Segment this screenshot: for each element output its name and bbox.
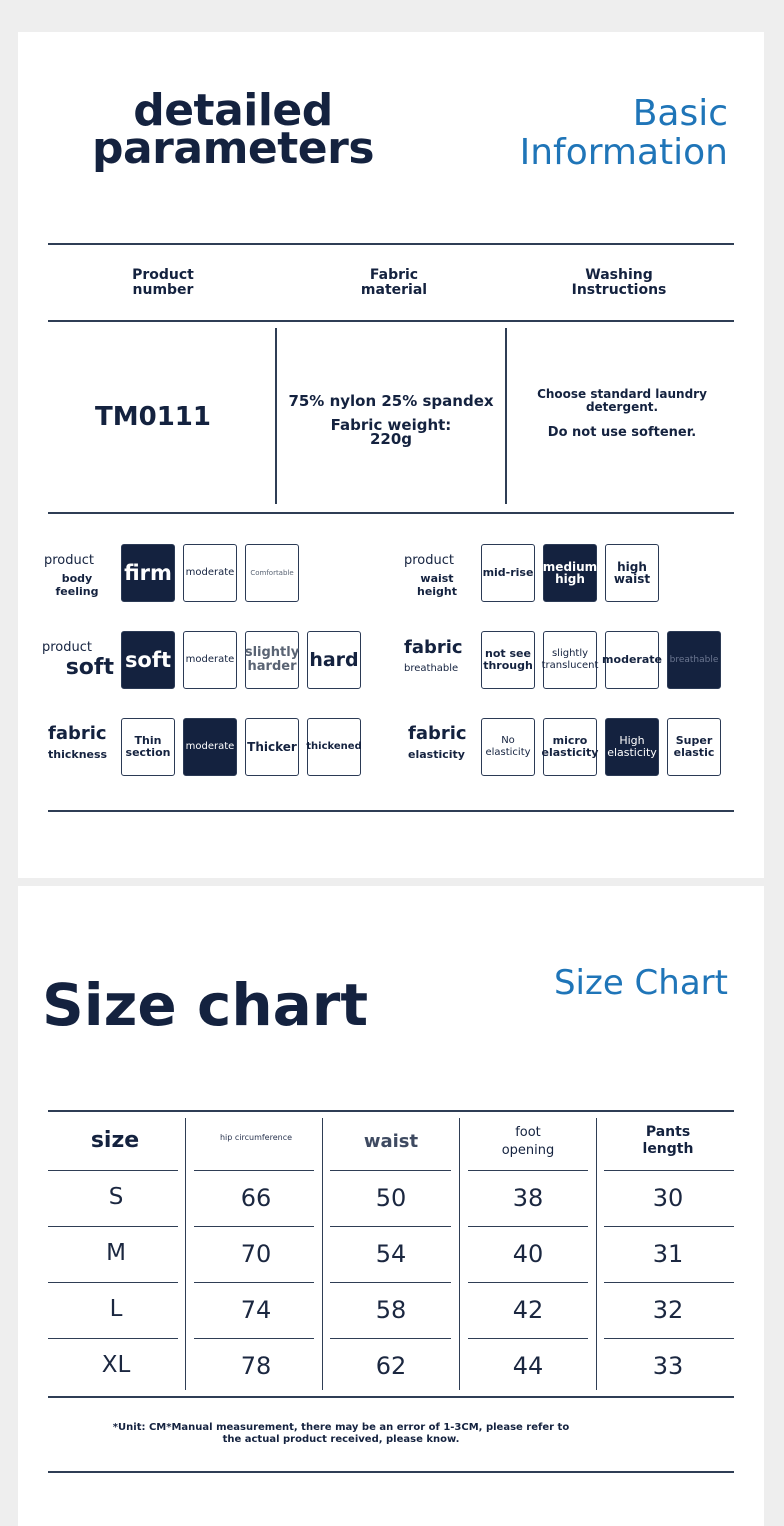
row-separator bbox=[468, 1282, 588, 1283]
attr-label: waist bbox=[420, 572, 454, 585]
option-firm: firm bbox=[121, 544, 175, 602]
parameters-card bbox=[18, 32, 764, 878]
measurement-cell: 31 bbox=[652, 1240, 684, 1268]
note-line: *Unit: CM*Manual measurement, there may be an error of 1-3CM, please refer to bbox=[112, 1422, 570, 1433]
attr-label: fabric bbox=[408, 723, 467, 744]
column-divider bbox=[275, 328, 277, 504]
measurement-cell: 30 bbox=[652, 1184, 684, 1212]
option-thin-section: Thin section bbox=[121, 718, 175, 776]
column-divider bbox=[596, 1118, 597, 1390]
row-separator bbox=[48, 1282, 178, 1283]
option-hard: hard bbox=[307, 631, 361, 689]
measurement-cell: 42 bbox=[512, 1296, 544, 1324]
header-text: Product bbox=[132, 267, 194, 283]
attr-label: elasticity bbox=[408, 748, 465, 761]
measurement-cell: 32 bbox=[652, 1296, 684, 1324]
subtitle-line-2: Information bbox=[519, 132, 728, 173]
fabric-composition: 75% nylon 25% spandex bbox=[288, 392, 494, 410]
attr-label: breathable bbox=[404, 663, 459, 674]
attr-label: product bbox=[404, 553, 455, 568]
divider bbox=[48, 243, 734, 245]
option-not-see-through: not see through bbox=[481, 631, 535, 689]
basic-info-subtitle bbox=[468, 94, 728, 172]
attr-label: product bbox=[44, 553, 95, 568]
measurement-note bbox=[58, 1422, 624, 1446]
header-text: material bbox=[360, 282, 428, 298]
option-mid-rise: mid-rise bbox=[481, 544, 535, 602]
size-label-cell: M bbox=[106, 1240, 126, 1266]
subtitle-line-1: Basic bbox=[632, 93, 728, 134]
note-line: the actual product received, please know. bbox=[222, 1434, 460, 1445]
column-divider bbox=[322, 1118, 323, 1390]
attr-label-body-feeling bbox=[44, 554, 110, 598]
attr-label: fabric bbox=[48, 723, 107, 744]
size-chart-title: Size chart bbox=[42, 971, 369, 1039]
option-high-elasticity: High elasticity bbox=[605, 718, 659, 776]
header-text: Washing bbox=[585, 267, 653, 283]
attr-label-waist-height bbox=[404, 554, 470, 598]
row-separator bbox=[194, 1338, 314, 1339]
option-soft: soft bbox=[121, 631, 175, 689]
row-separator bbox=[330, 1226, 451, 1227]
table-bottom-border bbox=[48, 1396, 734, 1398]
washing-instructions bbox=[510, 388, 734, 439]
option-super-elastic: Super elastic bbox=[667, 718, 721, 776]
measurement-cell: 40 bbox=[512, 1240, 544, 1268]
column-divider bbox=[185, 1118, 186, 1390]
attr-label-breathable bbox=[404, 638, 476, 675]
row-separator bbox=[48, 1338, 178, 1339]
row-separator bbox=[468, 1170, 588, 1171]
page-title bbox=[88, 85, 378, 174]
washing-line: Do not use softener. bbox=[547, 425, 697, 440]
row-separator bbox=[330, 1170, 451, 1171]
measurement-cell: 58 bbox=[375, 1296, 407, 1324]
option-moderate: moderate bbox=[183, 544, 237, 602]
size-label-cell: S bbox=[108, 1184, 124, 1210]
measurement-cell: 74 bbox=[240, 1296, 272, 1324]
divider bbox=[48, 810, 734, 812]
table-top-border bbox=[48, 1110, 734, 1112]
row-separator bbox=[194, 1226, 314, 1227]
header-text: number bbox=[132, 282, 194, 298]
attr-label: body bbox=[61, 572, 93, 585]
attr-label-thickness bbox=[48, 724, 114, 761]
fabric-weight bbox=[280, 418, 502, 446]
attr-label: feeling bbox=[55, 585, 99, 598]
column-header-waist: waist bbox=[363, 1131, 419, 1152]
option-comfortable: Comfortable bbox=[245, 544, 299, 602]
row-separator bbox=[48, 1226, 178, 1227]
row-separator bbox=[604, 1170, 734, 1171]
divider bbox=[48, 1471, 734, 1473]
row-separator bbox=[330, 1282, 451, 1283]
washing-line: Choose standard laundry bbox=[537, 387, 707, 401]
option-moderate: moderate bbox=[605, 631, 659, 689]
measurement-cell: 33 bbox=[652, 1352, 684, 1380]
row-separator bbox=[194, 1282, 314, 1283]
option-moderate: moderate bbox=[183, 631, 237, 689]
option-high-waist: high waist bbox=[605, 544, 659, 602]
fabric-weight-value: 220g bbox=[369, 430, 413, 448]
header-text: Fabric bbox=[369, 267, 419, 283]
option-micro-elasticity: micro elasticity bbox=[543, 718, 597, 776]
row-separator bbox=[48, 1170, 178, 1171]
attr-label: soft bbox=[65, 655, 114, 680]
column-divider bbox=[505, 328, 507, 504]
product-number-value: TM0111 bbox=[95, 402, 211, 432]
measurement-cell: 50 bbox=[375, 1184, 407, 1212]
column-header-size: size bbox=[90, 1128, 140, 1153]
column-header-hip: hip circumference bbox=[219, 1133, 293, 1142]
size-chart-card bbox=[18, 886, 764, 1526]
row-separator bbox=[194, 1170, 314, 1171]
divider bbox=[48, 320, 734, 322]
option-moderate: moderate bbox=[183, 718, 237, 776]
measurement-cell: 66 bbox=[240, 1184, 272, 1212]
fabric-weight-label: Fabric weight: bbox=[330, 416, 452, 434]
column-header-pants-length: Pants length bbox=[642, 1124, 694, 1157]
row-separator bbox=[604, 1226, 734, 1227]
size-label-cell: XL bbox=[101, 1352, 131, 1378]
measurement-cell: 62 bbox=[375, 1352, 407, 1380]
attr-label: height bbox=[416, 585, 458, 598]
attr-label: fabric bbox=[404, 637, 463, 658]
column-divider bbox=[459, 1118, 460, 1390]
row-separator bbox=[330, 1338, 451, 1339]
row-separator bbox=[468, 1226, 588, 1227]
attr-label: product bbox=[42, 640, 93, 655]
measurement-cell: 54 bbox=[375, 1240, 407, 1268]
size-label-cell: L bbox=[109, 1296, 123, 1322]
option-breathable: breathable bbox=[667, 631, 721, 689]
attr-label-softness bbox=[42, 641, 114, 680]
column-header-foot-opening: foot opening bbox=[501, 1125, 555, 1158]
title-line-2: parameters bbox=[91, 123, 375, 174]
header-fabric-material bbox=[324, 268, 464, 298]
row-separator bbox=[604, 1338, 734, 1339]
option-slightly-harder: slightly harder bbox=[245, 631, 299, 689]
header-text: Instructions bbox=[571, 282, 667, 298]
option-no-elasticity: No elasticity bbox=[481, 718, 535, 776]
header-product-number bbox=[93, 268, 233, 298]
attr-label-elasticity bbox=[408, 724, 474, 761]
measurement-cell: 78 bbox=[240, 1352, 272, 1380]
measurement-cell: 38 bbox=[512, 1184, 544, 1212]
row-separator bbox=[468, 1338, 588, 1339]
option-medium-high: medium high bbox=[543, 544, 597, 602]
option-thicker: Thicker bbox=[245, 718, 299, 776]
option-slightly-translucent: slightly translucent bbox=[543, 631, 597, 689]
measurement-cell: 44 bbox=[512, 1352, 544, 1380]
option-thickened: thickened bbox=[307, 718, 361, 776]
header-washing bbox=[549, 268, 689, 298]
size-chart-subtitle: Size Chart bbox=[553, 963, 728, 1003]
washing-line: detergent. bbox=[585, 400, 659, 414]
row-separator bbox=[604, 1282, 734, 1283]
title-line-1: detailed bbox=[133, 85, 333, 136]
measurement-cell: 70 bbox=[240, 1240, 272, 1268]
attr-label: thickness bbox=[48, 748, 108, 761]
divider bbox=[48, 512, 734, 514]
